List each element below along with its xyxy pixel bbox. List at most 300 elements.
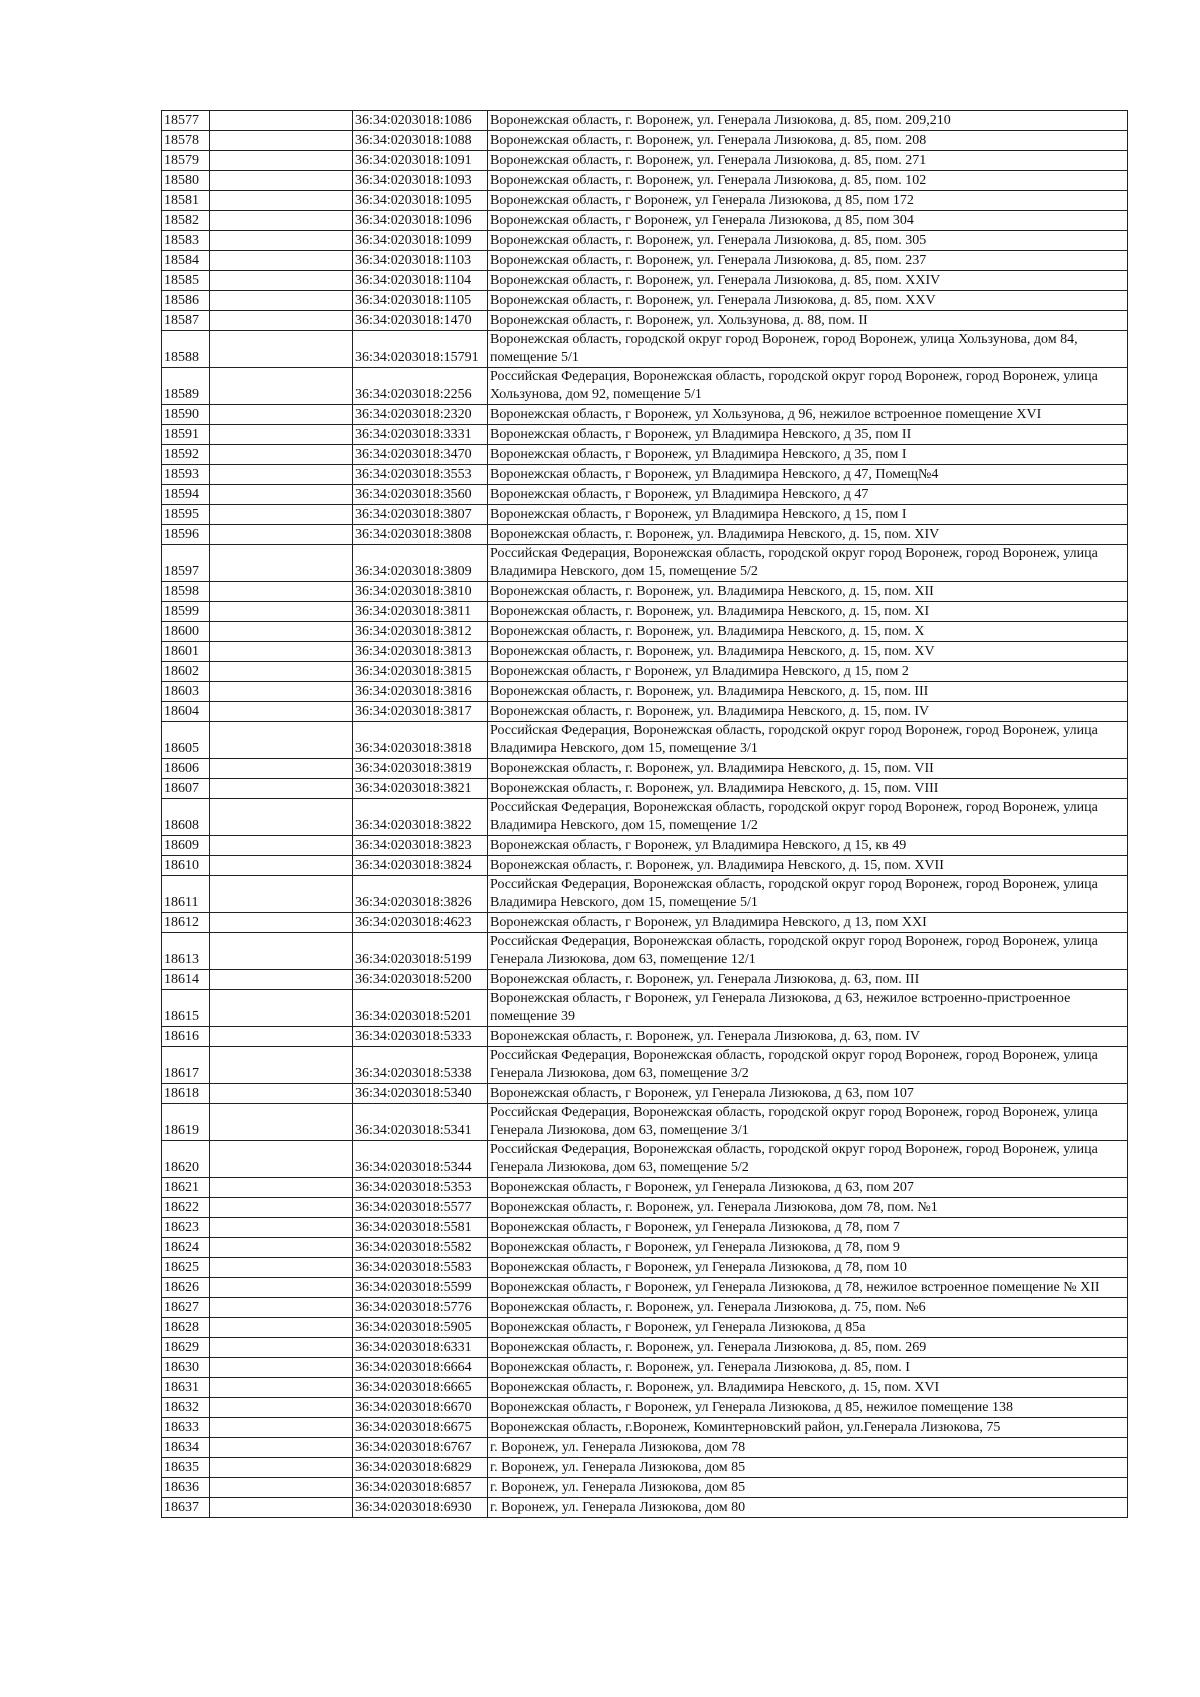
empty-cell: [210, 1047, 353, 1084]
cadastral-number-cell: 36:34:0203018:4623: [353, 913, 488, 933]
address-cell: Воронежская область, г Воронеж, ул Владимира Невского, д 15, пом 2: [488, 662, 1128, 682]
row-number-cell: 18609: [162, 836, 210, 856]
row-number-cell: 18622: [162, 1198, 210, 1218]
address-cell: Воронежская область, г. Воронеж, ул. Владимира Невского, д. 15, пом. VII: [488, 759, 1128, 779]
address-cell: Российская Федерация, Воронежская область, городской округ город Воронеж, город Воронеж, улица Хользунова, дом 92, помещение 5/1: [488, 368, 1128, 405]
row-number-cell: 18634: [162, 1438, 210, 1458]
table-row: [162, 856, 1128, 876]
row-number-cell: 18593: [162, 465, 210, 485]
empty-cell: [210, 1258, 353, 1278]
table-row: [162, 1047, 1128, 1084]
property-register-table: [161, 110, 1128, 1518]
address-cell: г. Воронеж, ул. Генерала Лизюкова, дом 78: [488, 1438, 1128, 1458]
address-cell: Воронежская область, г. Воронеж, ул. Генерала Лизюкова, д. 85, пом. 271: [488, 151, 1128, 171]
row-number-cell: 18582: [162, 211, 210, 231]
cadastral-number-cell: 36:34:0203018:6829: [353, 1458, 488, 1478]
row-number-cell: 18612: [162, 913, 210, 933]
empty-cell: [210, 1318, 353, 1338]
address-cell: Воронежская область, г Воронеж, ул Хользунова, д 96, нежилое встроенное помещение XVI: [488, 405, 1128, 425]
address-cell: Воронежская область, г. Воронеж, ул. Владимира Невского, д. 15, пом. XII: [488, 582, 1128, 602]
address-cell: Воронежская область, г Воронеж, ул Владимира Невского, д 47: [488, 485, 1128, 505]
row-number-cell: 18627: [162, 1298, 210, 1318]
address-cell: Воронежская область, г. Воронеж, ул. Генерала Лизюкова, д. 85, пом. XXIV: [488, 271, 1128, 291]
cadastral-number-cell: 36:34:0203018:5577: [353, 1198, 488, 1218]
table-row: [162, 505, 1128, 525]
table-row: [162, 1378, 1128, 1398]
address-cell: Воронежская область, г Воронеж, ул Генерала Лизюкова, д 85а: [488, 1318, 1128, 1338]
table-row: [162, 1318, 1128, 1338]
empty-cell: [210, 1478, 353, 1498]
row-number-cell: 18632: [162, 1398, 210, 1418]
address-cell: Воронежская область, г Воронеж, ул Генерала Лизюкова, д 78, пом 9: [488, 1238, 1128, 1258]
address-cell: Воронежская область, г. Воронеж, ул. Владимира Невского, д. 15, пом. X: [488, 622, 1128, 642]
empty-cell: [210, 1358, 353, 1378]
cadastral-number-cell: 36:34:0203018:6664: [353, 1358, 488, 1378]
table-row: [162, 151, 1128, 171]
address-cell: Воронежская область, г. Воронеж, ул. Генерала Лизюкова, д. 85, пом. 102: [488, 171, 1128, 191]
table-row: [162, 1198, 1128, 1218]
cadastral-number-cell: 36:34:0203018:3817: [353, 702, 488, 722]
empty-cell: [210, 1178, 353, 1198]
table-row: [162, 1238, 1128, 1258]
cadastral-number-cell: 36:34:0203018:5581: [353, 1218, 488, 1238]
address-cell: Воронежская область, городской округ город Воронеж, город Воронеж, улица Хользунова, дом 84, помещение 5/1: [488, 331, 1128, 368]
address-cell: Воронежская область, г. Воронеж, ул. Генерала Лизюкова, дом 78, пом. №1: [488, 1198, 1128, 1218]
empty-cell: [210, 702, 353, 722]
empty-cell: [210, 545, 353, 582]
address-cell: Воронежская область, г Воронеж, ул Владимира Невского, д 35, пом I: [488, 445, 1128, 465]
empty-cell: [210, 933, 353, 970]
address-cell: Воронежская область, г. Воронеж, ул. Генерала Лизюкова, д. 85, пом. 237: [488, 251, 1128, 271]
row-number-cell: 18636: [162, 1478, 210, 1498]
address-cell: Воронежская область, г Воронеж, ул Владимира Невского, д 15, пом I: [488, 505, 1128, 525]
table-row: [162, 131, 1128, 151]
row-number-cell: 18599: [162, 602, 210, 622]
cadastral-number-cell: 36:34:0203018:3823: [353, 836, 488, 856]
row-number-cell: 18595: [162, 505, 210, 525]
row-number-cell: 18597: [162, 545, 210, 582]
empty-cell: [210, 876, 353, 913]
cadastral-number-cell: 36:34:0203018:1470: [353, 311, 488, 331]
empty-cell: [210, 311, 353, 331]
table-row: [162, 1298, 1128, 1318]
table-row: [162, 1398, 1128, 1418]
table-row: [162, 405, 1128, 425]
cadastral-number-cell: 36:34:0203018:1093: [353, 171, 488, 191]
table-row: [162, 990, 1128, 1027]
row-number-cell: 18631: [162, 1378, 210, 1398]
table-row: [162, 933, 1128, 970]
row-number-cell: 18618: [162, 1084, 210, 1104]
table-row: [162, 1278, 1128, 1298]
address-cell: Воронежская область, г Воронеж, ул Генерала Лизюкова, д 63, пом 107: [488, 1084, 1128, 1104]
address-cell: Российская Федерация, Воронежская область, городской округ город Воронеж, город Воронеж, улица Владимира Невского, дом 15, помещение 5/1: [488, 876, 1128, 913]
empty-cell: [210, 682, 353, 702]
table-row: [162, 702, 1128, 722]
empty-cell: [210, 331, 353, 368]
cadastral-number-cell: 36:34:0203018:5583: [353, 1258, 488, 1278]
register-table-body: [162, 111, 1128, 1518]
empty-cell: [210, 642, 353, 662]
address-cell: Воронежская область, г. Воронеж, ул. Владимира Невского, д. 15, пом. XIV: [488, 525, 1128, 545]
cadastral-number-cell: 36:34:0203018:3807: [353, 505, 488, 525]
row-number-cell: 18633: [162, 1418, 210, 1438]
row-number-cell: 18581: [162, 191, 210, 211]
table-row: [162, 1141, 1128, 1178]
cadastral-number-cell: 36:34:0203018:1105: [353, 291, 488, 311]
empty-cell: [210, 271, 353, 291]
cadastral-number-cell: 36:34:0203018:2256: [353, 368, 488, 405]
empty-cell: [210, 211, 353, 231]
address-cell: Воронежская область, г. Воронеж, ул. Владимира Невского, д. 15, пом. VIII: [488, 779, 1128, 799]
address-cell: Воронежская область, г Воронеж, ул Владимира Невского, д 15, кв 49: [488, 836, 1128, 856]
table-row: [162, 1258, 1128, 1278]
row-number-cell: 18616: [162, 1027, 210, 1047]
row-number-cell: 18589: [162, 368, 210, 405]
row-number-cell: 18628: [162, 1318, 210, 1338]
cadastral-number-cell: 36:34:0203018:3553: [353, 465, 488, 485]
row-number-cell: 18610: [162, 856, 210, 876]
table-row: [162, 445, 1128, 465]
table-row: [162, 525, 1128, 545]
row-number-cell: 18614: [162, 970, 210, 990]
table-row: [162, 582, 1128, 602]
address-cell: Воронежская область, г. Воронеж, ул. Генерала Лизюкова, д. 85, пом. 208: [488, 131, 1128, 151]
cadastral-number-cell: 36:34:0203018:5341: [353, 1104, 488, 1141]
address-cell: Воронежская область, г Воронеж, ул Владимира Невского, д 35, пом II: [488, 425, 1128, 445]
cadastral-number-cell: 36:34:0203018:3331: [353, 425, 488, 445]
table-row: [162, 1218, 1128, 1238]
row-number-cell: 18580: [162, 171, 210, 191]
cadastral-number-cell: 36:34:0203018:3815: [353, 662, 488, 682]
row-number-cell: 18629: [162, 1338, 210, 1358]
table-row: [162, 1498, 1128, 1518]
table-row: [162, 779, 1128, 799]
address-cell: Воронежская область, г. Воронеж, ул. Генерала Лизюкова, д. 85, пом. 209,210: [488, 111, 1128, 131]
table-row: [162, 465, 1128, 485]
table-row: [162, 622, 1128, 642]
address-cell: Воронежская область, г. Воронеж, ул. Генерала Лизюкова, д. 85, пом. XXV: [488, 291, 1128, 311]
row-number-cell: 18604: [162, 702, 210, 722]
table-row: [162, 970, 1128, 990]
empty-cell: [210, 251, 353, 271]
table-row: [162, 251, 1128, 271]
table-row: [162, 425, 1128, 445]
row-number-cell: 18590: [162, 405, 210, 425]
empty-cell: [210, 1278, 353, 1298]
address-cell: Воронежская область, г. Воронеж, ул. Генерала Лизюкова, д. 63, пом. III: [488, 970, 1128, 990]
empty-cell: [210, 231, 353, 251]
table-row: [162, 331, 1128, 368]
empty-cell: [210, 602, 353, 622]
row-number-cell: 18592: [162, 445, 210, 465]
address-cell: Воронежская область, г. Воронеж, ул. Генерала Лизюкова, д. 75, пом. №6: [488, 1298, 1128, 1318]
table-row: [162, 1104, 1128, 1141]
cadastral-number-cell: 36:34:0203018:6670: [353, 1398, 488, 1418]
cadastral-number-cell: 36:34:0203018:5340: [353, 1084, 488, 1104]
cadastral-number-cell: 36:34:0203018:3812: [353, 622, 488, 642]
table-row: [162, 1418, 1128, 1438]
address-cell: Воронежская область, г. Воронеж, ул. Владимира Невского, д. 15, пом. XI: [488, 602, 1128, 622]
address-cell: Российская Федерация, Воронежская область, городской округ город Воронеж, город Воронеж, улица Генерала Лизюкова, дом 63, помещение 5/2: [488, 1141, 1128, 1178]
address-cell: Воронежская область, г.Воронеж, Коминтерновский район, ул.Генерала Лизюкова, 75: [488, 1418, 1128, 1438]
row-number-cell: 18615: [162, 990, 210, 1027]
cadastral-number-cell: 36:34:0203018:6665: [353, 1378, 488, 1398]
cadastral-number-cell: 36:34:0203018:6675: [353, 1418, 488, 1438]
address-cell: Российская Федерация, Воронежская область, городской округ город Воронеж, город Воронеж, улица Генерала Лизюкова, дом 63, помещение 3/1: [488, 1104, 1128, 1141]
row-number-cell: 18613: [162, 933, 210, 970]
table-row: [162, 171, 1128, 191]
address-cell: Воронежская область, г. Воронеж, ул. Владимира Невского, д. 15, пом. XVI: [488, 1378, 1128, 1398]
cadastral-number-cell: 36:34:0203018:5199: [353, 933, 488, 970]
row-number-cell: 18630: [162, 1358, 210, 1378]
table-row: [162, 1458, 1128, 1478]
address-cell: Воронежская область, г. Воронеж, ул. Владимира Невского, д. 15, пом. XVII: [488, 856, 1128, 876]
cadastral-number-cell: 36:34:0203018:3808: [353, 525, 488, 545]
empty-cell: [210, 368, 353, 405]
empty-cell: [210, 505, 353, 525]
empty-cell: [210, 1378, 353, 1398]
empty-cell: [210, 1418, 353, 1438]
empty-cell: [210, 799, 353, 836]
empty-cell: [210, 1141, 353, 1178]
cadastral-number-cell: 36:34:0203018:3560: [353, 485, 488, 505]
empty-cell: [210, 1198, 353, 1218]
cadastral-number-cell: 36:34:0203018:6930: [353, 1498, 488, 1518]
empty-cell: [210, 151, 353, 171]
table-row: [162, 311, 1128, 331]
cadastral-number-cell: 36:34:0203018:3819: [353, 759, 488, 779]
address-cell: Воронежская область, г Воронеж, ул Генерала Лизюкова, д 78, нежилое встроенное помещение № XII: [488, 1278, 1128, 1298]
address-cell: Воронежская область, г Воронеж, ул Генерала Лизюкова, д 85, пом 172: [488, 191, 1128, 211]
address-cell: Российская Федерация, Воронежская область, городской округ город Воронеж, город Воронеж, улица Генерала Лизюкова, дом 63, помещение 3/2: [488, 1047, 1128, 1084]
row-number-cell: 18601: [162, 642, 210, 662]
row-number-cell: 18587: [162, 311, 210, 331]
empty-cell: [210, 1298, 353, 1318]
row-number-cell: 18584: [162, 251, 210, 271]
row-number-cell: 18585: [162, 271, 210, 291]
empty-cell: [210, 1027, 353, 1047]
table-row: [162, 191, 1128, 211]
cadastral-number-cell: 36:34:0203018:3470: [353, 445, 488, 465]
address-cell: г. Воронеж, ул. Генерала Лизюкова, дом 85: [488, 1478, 1128, 1498]
address-cell: Воронежская область, г. Воронеж, ул. Генерала Лизюкова, д. 63, пом. IV: [488, 1027, 1128, 1047]
empty-cell: [210, 465, 353, 485]
row-number-cell: 18583: [162, 231, 210, 251]
row-number-cell: 18626: [162, 1278, 210, 1298]
row-number-cell: 18596: [162, 525, 210, 545]
row-number-cell: 18619: [162, 1104, 210, 1141]
cadastral-number-cell: 36:34:0203018:3810: [353, 582, 488, 602]
address-cell: Воронежская область, г Воронеж, ул Генерала Лизюкова, д 78, пом 10: [488, 1258, 1128, 1278]
table-row: [162, 1178, 1128, 1198]
cadastral-number-cell: 36:34:0203018:3813: [353, 642, 488, 662]
address-cell: Российская Федерация, Воронежская область, городской округ город Воронеж, город Воронеж, улица Владимира Невского, дом 15, помещение 5/2: [488, 545, 1128, 582]
empty-cell: [210, 445, 353, 465]
row-number-cell: 18621: [162, 1178, 210, 1198]
table-row: [162, 602, 1128, 622]
row-number-cell: 18588: [162, 331, 210, 368]
empty-cell: [210, 1398, 353, 1418]
table-row: [162, 271, 1128, 291]
empty-cell: [210, 779, 353, 799]
row-number-cell: 18620: [162, 1141, 210, 1178]
address-cell: Российская Федерация, Воронежская область, городской округ город Воронеж, город Воронеж, улица Владимира Невского, дом 15, помещение 1/2: [488, 799, 1128, 836]
table-row: [162, 722, 1128, 759]
cadastral-number-cell: 36:34:0203018:1088: [353, 131, 488, 151]
address-cell: г. Воронеж, ул. Генерала Лизюкова, дом 80: [488, 1498, 1128, 1518]
address-cell: Воронежская область, г Воронеж, ул Владимира Невского, д 13, пом XXI: [488, 913, 1128, 933]
empty-cell: [210, 1498, 353, 1518]
row-number-cell: 18623: [162, 1218, 210, 1238]
cadastral-number-cell: 36:34:0203018:3822: [353, 799, 488, 836]
table-row: [162, 642, 1128, 662]
row-number-cell: 18577: [162, 111, 210, 131]
table-row: [162, 291, 1128, 311]
empty-cell: [210, 1338, 353, 1358]
row-number-cell: 18635: [162, 1458, 210, 1478]
table-row: [162, 111, 1128, 131]
table-row: [162, 485, 1128, 505]
empty-cell: [210, 191, 353, 211]
cadastral-number-cell: 36:34:0203018:5200: [353, 970, 488, 990]
row-number-cell: 18598: [162, 582, 210, 602]
empty-cell: [210, 662, 353, 682]
row-number-cell: 18600: [162, 622, 210, 642]
row-number-cell: 18602: [162, 662, 210, 682]
row-number-cell: 18586: [162, 291, 210, 311]
empty-cell: [210, 525, 353, 545]
row-number-cell: 18617: [162, 1047, 210, 1084]
row-number-cell: 18607: [162, 779, 210, 799]
cadastral-number-cell: 36:34:0203018:1099: [353, 231, 488, 251]
cadastral-number-cell: 36:34:0203018:6331: [353, 1338, 488, 1358]
cadastral-number-cell: 36:34:0203018:5333: [353, 1027, 488, 1047]
table-row: [162, 1338, 1128, 1358]
cadastral-number-cell: 36:34:0203018:3816: [353, 682, 488, 702]
table-row: [162, 662, 1128, 682]
cadastral-number-cell: 36:34:0203018:5344: [353, 1141, 488, 1178]
address-cell: Воронежская область, г Воронеж, ул Генерала Лизюкова, д 78, пом 7: [488, 1218, 1128, 1238]
cadastral-number-cell: 36:34:0203018:5353: [353, 1178, 488, 1198]
empty-cell: [210, 111, 353, 131]
empty-cell: [210, 1438, 353, 1458]
address-cell: Воронежская область, г Воронеж, ул Генерала Лизюкова, д 85, нежилое помещение 138: [488, 1398, 1128, 1418]
cadastral-number-cell: 36:34:0203018:3821: [353, 779, 488, 799]
cadastral-number-cell: 36:34:0203018:1096: [353, 211, 488, 231]
empty-cell: [210, 622, 353, 642]
address-cell: Воронежская область, г. Воронеж, ул. Генерала Лизюкова, д. 85, пом. I: [488, 1358, 1128, 1378]
row-number-cell: 18611: [162, 876, 210, 913]
empty-cell: [210, 913, 353, 933]
empty-cell: [210, 990, 353, 1027]
row-number-cell: 18605: [162, 722, 210, 759]
table-row: [162, 1478, 1128, 1498]
row-number-cell: 18608: [162, 799, 210, 836]
row-number-cell: 18606: [162, 759, 210, 779]
table-row: [162, 1358, 1128, 1378]
cadastral-number-cell: 36:34:0203018:3826: [353, 876, 488, 913]
empty-cell: [210, 131, 353, 151]
row-number-cell: 18637: [162, 1498, 210, 1518]
row-number-cell: 18603: [162, 682, 210, 702]
table-row: [162, 211, 1128, 231]
cadastral-number-cell: 36:34:0203018:3818: [353, 722, 488, 759]
cadastral-number-cell: 36:34:0203018:3824: [353, 856, 488, 876]
table-row: [162, 368, 1128, 405]
cadastral-number-cell: 36:34:0203018:5582: [353, 1238, 488, 1258]
table-row: [162, 1084, 1128, 1104]
empty-cell: [210, 970, 353, 990]
empty-cell: [210, 405, 353, 425]
address-cell: Воронежская область, г Воронеж, ул Владимира Невского, д 47, Помещ№4: [488, 465, 1128, 485]
table-row: [162, 836, 1128, 856]
cadastral-number-cell: 36:34:0203018:1091: [353, 151, 488, 171]
cadastral-number-cell: 36:34:0203018:1095: [353, 191, 488, 211]
empty-cell: [210, 722, 353, 759]
row-number-cell: 18578: [162, 131, 210, 151]
address-cell: Воронежская область, г Воронеж, ул Генерала Лизюкова, д 63, пом 207: [488, 1178, 1128, 1198]
table-row: [162, 913, 1128, 933]
row-number-cell: 18624: [162, 1238, 210, 1258]
cadastral-number-cell: 36:34:0203018:5776: [353, 1298, 488, 1318]
address-cell: Воронежская область, г. Воронеж, ул. Владимира Невского, д. 15, пом. III: [488, 682, 1128, 702]
empty-cell: [210, 759, 353, 779]
table-row: [162, 231, 1128, 251]
row-number-cell: 18591: [162, 425, 210, 445]
table-row: [162, 545, 1128, 582]
empty-cell: [210, 1458, 353, 1478]
address-cell: Воронежская область, г. Воронеж, ул. Хользунова, д. 88, пом. II: [488, 311, 1128, 331]
address-cell: г. Воронеж, ул. Генерала Лизюкова, дом 85: [488, 1458, 1128, 1478]
empty-cell: [210, 485, 353, 505]
cadastral-number-cell: 36:34:0203018:5338: [353, 1047, 488, 1084]
empty-cell: [210, 1104, 353, 1141]
row-number-cell: 18625: [162, 1258, 210, 1278]
cadastral-number-cell: 36:34:0203018:1103: [353, 251, 488, 271]
address-cell: Воронежская область, г. Воронеж, ул. Генерала Лизюкова, д. 85, пом. 269: [488, 1338, 1128, 1358]
cadastral-number-cell: 36:34:0203018:1104: [353, 271, 488, 291]
empty-cell: [210, 1084, 353, 1104]
empty-cell: [210, 425, 353, 445]
table-row: [162, 876, 1128, 913]
address-cell: Воронежская область, г Воронеж, ул Генерала Лизюкова, д 85, пом 304: [488, 211, 1128, 231]
empty-cell: [210, 1238, 353, 1258]
empty-cell: [210, 582, 353, 602]
cadastral-number-cell: 36:34:0203018:3809: [353, 545, 488, 582]
address-cell: Воронежская область, г Воронеж, ул Генерала Лизюкова, д 63, нежилое встроенно-пристроенное помещение 39: [488, 990, 1128, 1027]
address-cell: Воронежская область, г. Воронеж, ул. Владимира Невского, д. 15, пом. IV: [488, 702, 1128, 722]
empty-cell: [210, 836, 353, 856]
empty-cell: [210, 171, 353, 191]
cadastral-number-cell: 36:34:0203018:5905: [353, 1318, 488, 1338]
row-number-cell: 18579: [162, 151, 210, 171]
cadastral-number-cell: 36:34:0203018:6857: [353, 1478, 488, 1498]
table-row: [162, 1027, 1128, 1047]
table-row: [162, 799, 1128, 836]
empty-cell: [210, 856, 353, 876]
address-cell: Российская Федерация, Воронежская область, городской округ город Воронеж, город Воронеж, улица Генерала Лизюкова, дом 63, помещение 12/1: [488, 933, 1128, 970]
table-row: [162, 1438, 1128, 1458]
empty-cell: [210, 1218, 353, 1238]
table-row: [162, 682, 1128, 702]
table-row: [162, 759, 1128, 779]
address-cell: Воронежская область, г. Воронеж, ул. Генерала Лизюкова, д. 85, пом. 305: [488, 231, 1128, 251]
row-number-cell: 18594: [162, 485, 210, 505]
cadastral-number-cell: 36:34:0203018:6767: [353, 1438, 488, 1458]
cadastral-number-cell: 36:34:0203018:15791: [353, 331, 488, 368]
empty-cell: [210, 291, 353, 311]
